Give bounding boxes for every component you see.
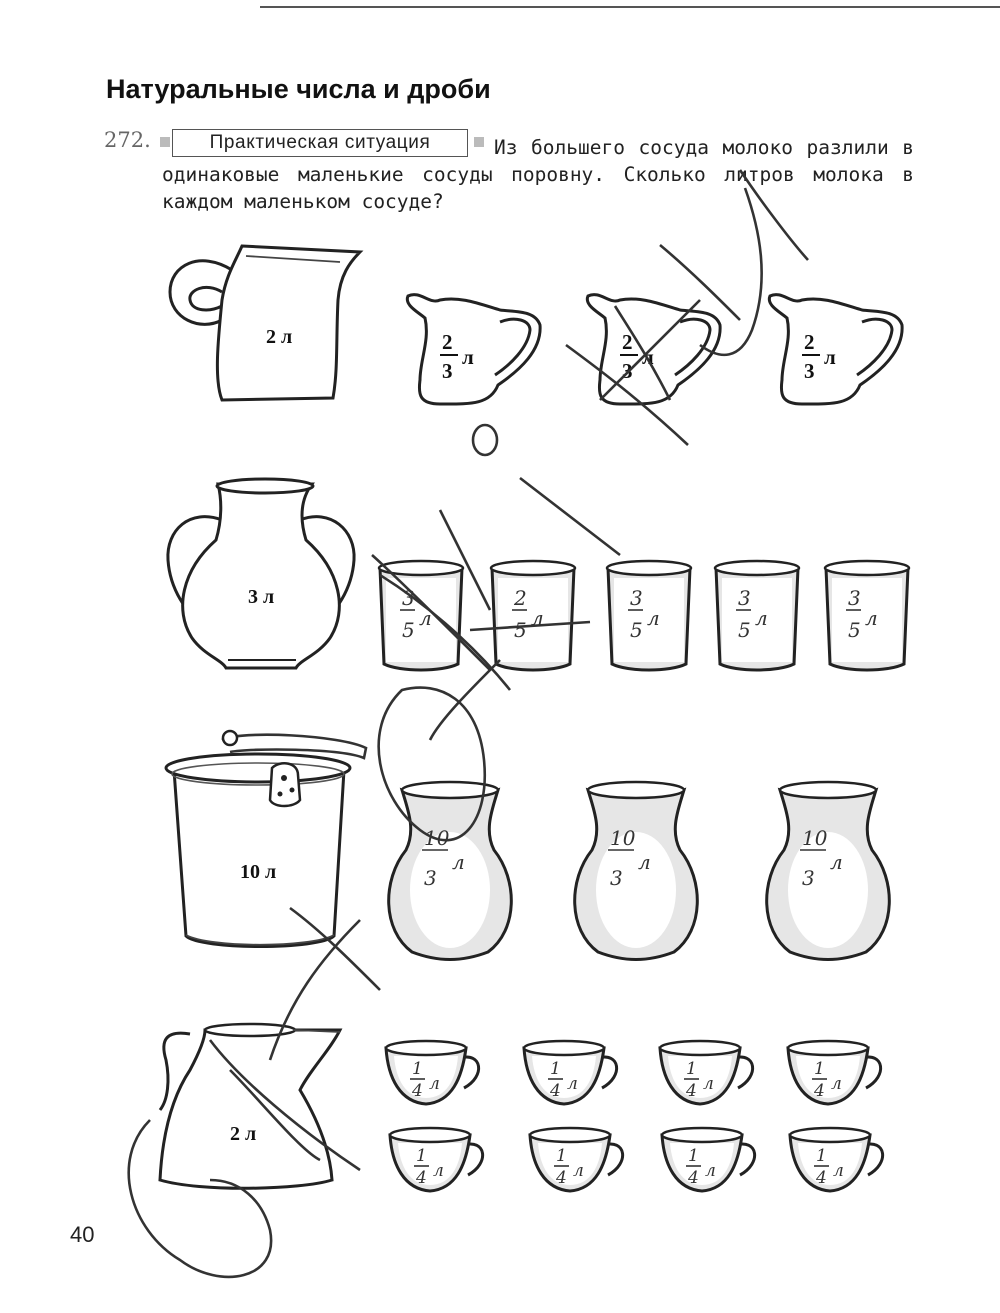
creamer-icon <box>587 295 720 404</box>
fraction-unit: л <box>419 606 432 630</box>
glass-icon <box>379 561 463 670</box>
cup-icon <box>524 1041 617 1104</box>
fraction-denominator: 4 <box>412 1081 423 1101</box>
fraction-denominator: 5 <box>402 618 415 642</box>
fraction-denominator: 5 <box>738 618 751 642</box>
glass-icon <box>825 561 909 670</box>
fraction-unit: л <box>833 1161 844 1181</box>
kettle-icon <box>160 1024 340 1188</box>
glass-rim <box>825 561 909 575</box>
fraction-numerator: 1 <box>412 1059 423 1079</box>
svg-text:2: 2 <box>622 330 633 354</box>
vase-icon <box>767 782 890 960</box>
fraction-numerator: 10 <box>424 826 450 850</box>
creamer-icon <box>407 295 540 404</box>
fraction-numerator: 3 <box>738 586 751 610</box>
amphora-icon <box>168 479 354 668</box>
vase-rim <box>588 782 684 798</box>
task-badge: Практическая ситуация <box>172 129 468 157</box>
fraction-unit: л <box>531 606 544 630</box>
svg-text:2: 2 <box>804 330 815 354</box>
fraction-denominator: 5 <box>630 618 643 642</box>
svg-text:10 л: 10 л <box>240 861 277 883</box>
svg-text:2: 2 <box>442 330 453 354</box>
fraction-denominator: 4 <box>686 1081 697 1101</box>
svg-text:3: 3 <box>442 359 453 383</box>
cup-icon <box>788 1041 881 1104</box>
svg-text:л: л <box>824 345 836 369</box>
fraction-unit: л <box>573 1161 584 1181</box>
fraction-unit: л <box>755 606 768 630</box>
fraction-numerator: 1 <box>416 1146 427 1166</box>
vase-icon <box>575 782 698 960</box>
glass-rim <box>715 561 799 575</box>
fraction-numerator: 1 <box>556 1146 567 1166</box>
fraction-denominator: 3 <box>610 866 623 890</box>
vases-row <box>389 782 890 960</box>
fraction-unit: л <box>429 1074 440 1094</box>
fraction-numerator: 3 <box>402 586 415 610</box>
glass-icon <box>715 561 799 670</box>
fraction-denominator: 4 <box>416 1168 427 1188</box>
glass-rim <box>491 561 575 575</box>
fraction-denominator: 5 <box>848 618 861 642</box>
fraction-denominator: 4 <box>688 1168 699 1188</box>
fraction-numerator: 1 <box>814 1059 825 1079</box>
svg-text:л: л <box>642 345 654 369</box>
page-number: 40 <box>70 1222 95 1247</box>
svg-text:3: 3 <box>804 359 815 383</box>
fraction-numerator: 3 <box>630 586 643 610</box>
pitcher-icon <box>170 246 360 400</box>
fraction-unit: л <box>638 850 651 874</box>
cup-icon <box>530 1128 623 1191</box>
cup-icon <box>660 1041 753 1104</box>
fraction-unit: л <box>830 850 843 874</box>
cup-rim <box>530 1128 610 1142</box>
task-number: 272. <box>104 128 151 152</box>
cup-rim <box>662 1128 742 1142</box>
cups-row <box>386 1041 883 1191</box>
fraction-numerator: 1 <box>816 1146 827 1166</box>
big-vessel-label: 2 л <box>266 326 293 348</box>
cup-rim <box>790 1128 870 1142</box>
cup-icon <box>390 1128 483 1191</box>
fraction-unit: л <box>647 606 660 630</box>
fraction-numerator: 1 <box>688 1146 699 1166</box>
fraction-numerator: 10 <box>610 826 636 850</box>
fraction-denominator: 4 <box>550 1081 561 1101</box>
svg-text:л: л <box>462 345 474 369</box>
bucket-icon <box>166 731 366 947</box>
cup-icon <box>386 1041 479 1104</box>
fraction-denominator: 4 <box>556 1168 567 1188</box>
cup-icon <box>662 1128 755 1191</box>
fraction-numerator: 3 <box>848 586 861 610</box>
vase-rim <box>780 782 876 798</box>
fraction-unit: л <box>703 1074 714 1094</box>
cup-rim <box>524 1041 604 1055</box>
fraction-denominator: 3 <box>802 866 815 890</box>
fraction-denominator: 3 <box>424 866 437 890</box>
fraction-denominator: 4 <box>816 1168 827 1188</box>
svg-text:2 л: 2 л <box>230 1123 257 1145</box>
vase-icon <box>389 782 512 960</box>
cup-rim <box>660 1041 740 1055</box>
cup-rim <box>390 1128 470 1142</box>
glass-rim <box>607 561 691 575</box>
glass-icon <box>491 561 575 670</box>
glasses-row <box>379 561 909 670</box>
fraction-unit: л <box>433 1161 444 1181</box>
fraction-numerator: 10 <box>802 826 828 850</box>
fraction-unit: л <box>831 1074 842 1094</box>
fraction-numerator: 1 <box>550 1059 561 1079</box>
task-text: Из большего сосуда молоко разлили в одинаковые маленькие сосуды поровну. Сколько литров молока в каждом маленьком сосуде? <box>162 136 914 213</box>
section-heading: Натуральные числа и дроби <box>106 74 491 104</box>
cup-rim <box>386 1041 466 1055</box>
svg-text:3 л: 3 л <box>248 586 275 608</box>
cup-rim <box>788 1041 868 1055</box>
svg-text:3: 3 <box>622 359 633 383</box>
fraction-unit: л <box>567 1074 578 1094</box>
glass-icon <box>607 561 691 670</box>
creamer-icon <box>769 295 902 404</box>
fraction-denominator: 4 <box>814 1081 825 1101</box>
fraction-unit: л <box>705 1161 716 1181</box>
cup-icon <box>790 1128 883 1191</box>
fraction-numerator: 1 <box>686 1059 697 1079</box>
fraction-unit: л <box>865 606 878 630</box>
fraction-denominator: 5 <box>514 618 527 642</box>
fraction-numerator: 2 <box>514 586 527 610</box>
fraction-unit: л <box>452 850 465 874</box>
